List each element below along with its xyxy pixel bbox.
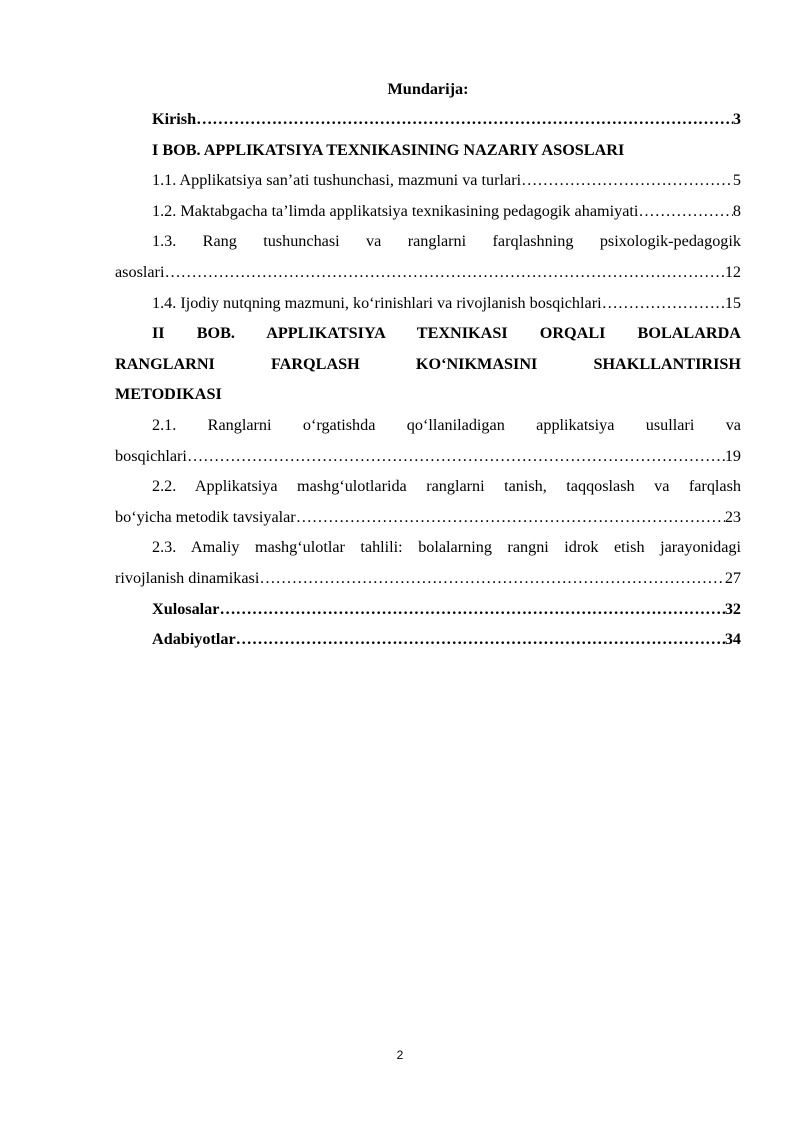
- toc-entry-label: 1.4. Ijodiy nutqning mazmuni, ko‘rinishlari va rivojlanish bosqichlari: [152, 293, 602, 312]
- toc-page-number: 27: [724, 568, 741, 587]
- toc-entry-label-line1: 2.2. Applikatsiya mashg‘ulotlarida ranglarni tanish, taqqoslash va farqlash: [152, 477, 741, 496]
- toc-entry-label: 1.2. Maktabgacha ta’limda applikatsiya texnikasining pedagogik ahamiyati: [152, 201, 639, 220]
- toc-entry-kirish: [115, 104, 741, 135]
- table-of-contents: [115, 78, 741, 655]
- chapter-title: I BOB. APPLIKATSIYA TEXNIKASINING NAZARIY ASOSLARI: [152, 140, 625, 159]
- toc-entry-2-3: [115, 532, 741, 593]
- toc-page-number: 32: [724, 599, 741, 618]
- dot-leader: [196, 104, 733, 135]
- toc-entry-label-line2: asoslari: [115, 262, 165, 281]
- toc-entry-label-line1: 2.3. Amaliy mashg‘ulotlar tahlili: bolalarning rangni idrok etish jarayonidagi: [152, 538, 741, 557]
- toc-entry-label-line2: bosqichlari: [115, 446, 187, 465]
- toc-entry-2-2: [115, 471, 741, 532]
- toc-entry-1-4: [115, 288, 741, 319]
- toc-entry-label-line2: bo‘yicha metodik tavsiyalar: [115, 507, 296, 526]
- toc-page-number: 23: [724, 507, 741, 526]
- toc-page-number: 15: [724, 293, 741, 312]
- dot-leader: [638, 196, 733, 227]
- toc-chapter-1-title: [115, 135, 741, 166]
- toc-entry-adabiyotlar: [115, 624, 741, 655]
- toc-entry-1-2: [115, 196, 741, 227]
- toc-chapter-2-title: [115, 318, 741, 410]
- toc-entry-label: Adabiyotlar: [152, 630, 236, 649]
- toc-entry-label: Kirish: [152, 110, 197, 128]
- toc-page-number: 8: [732, 201, 741, 220]
- dot-leader: [236, 624, 725, 655]
- toc-entry-1-3: [115, 226, 741, 287]
- toc-entry-1-1: [115, 165, 741, 196]
- dot-leader: [521, 165, 733, 196]
- toc-page-number: 5: [732, 171, 741, 190]
- dot-leader: [296, 502, 725, 533]
- dot-leader: [164, 257, 724, 288]
- dot-leader: [602, 288, 725, 319]
- toc-page-number: 3: [732, 110, 741, 128]
- toc-entry-xulosalar: [115, 594, 741, 625]
- toc-entry-label: 1.1. Applikatsiya san’ati tushunchasi, mazmuni va turlari: [152, 171, 522, 190]
- dot-leader: [187, 441, 725, 472]
- dot-leader: [219, 594, 724, 625]
- toc-page-number: 19: [724, 446, 741, 465]
- toc-entry-2-1: [115, 410, 741, 471]
- page-number: 2: [396, 1048, 404, 1062]
- toc-entry-label-line1: 2.1. Ranglarni o‘rgatishda qo‘llaniladigan applikatsiya usullari va: [152, 415, 741, 434]
- chapter-title-line1: II BOB. APPLIKATSIYA TEXNIKASI ORQALI BOLALARDA: [152, 324, 741, 343]
- toc-page-number: 12: [724, 262, 741, 281]
- toc-entry-label-line1: 1.3. Rang tushunchasi va ranglarni farqlashning psixologik-pedagogik: [152, 232, 741, 251]
- dot-leader: [259, 563, 724, 594]
- toc-entry-label: Xulosalar: [152, 599, 220, 618]
- chapter-title-line3: METODIKASI: [115, 385, 222, 404]
- toc-page-number: 34: [724, 630, 741, 649]
- chapter-title-line2: RANGLARNI FARQLASH KO‘NIKMASINI SHAKLLANTIRISH: [115, 354, 741, 373]
- toc-title: Mundarija:: [387, 80, 469, 98]
- toc-entry-label-line2: rivojlanish dinamikasi: [115, 568, 260, 587]
